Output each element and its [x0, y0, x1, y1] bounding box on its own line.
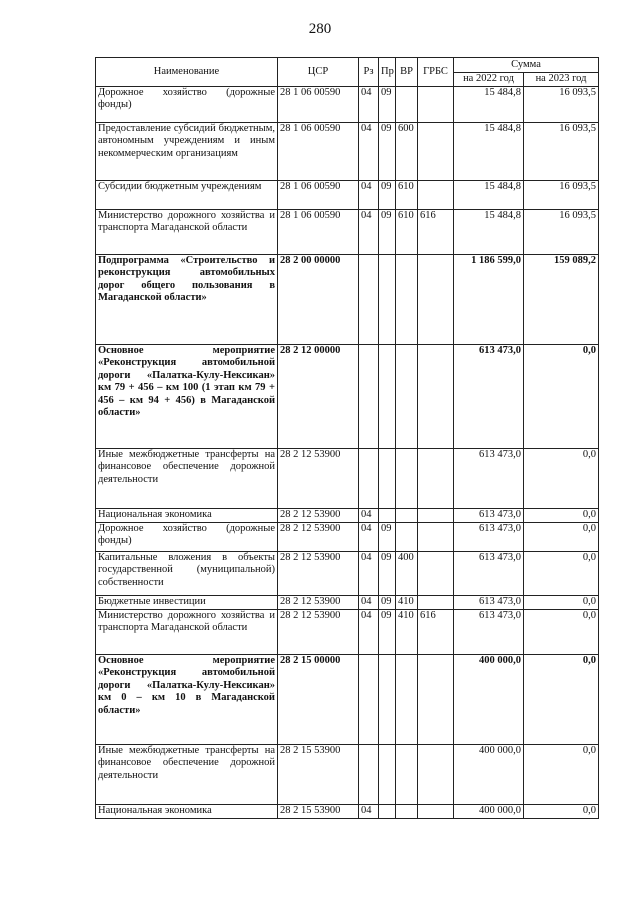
table-body — [96, 87, 599, 819]
row-sum-2023: 0,0 — [524, 449, 599, 509]
table-row — [96, 745, 599, 805]
row-csr: 28 1 06 00590 — [278, 181, 359, 210]
row-sum-2023: 0,0 — [524, 509, 599, 523]
row-sum-2022: 15 484,8 — [454, 87, 524, 123]
row-sum-2023: 0,0 — [524, 745, 599, 805]
row-grbs — [418, 596, 454, 610]
row-name: Национальная экономика — [96, 805, 278, 819]
row-grbs — [418, 745, 454, 805]
header-pr: Пр — [379, 58, 396, 87]
row-sum-2023: 0,0 — [524, 552, 599, 596]
row-grbs — [418, 255, 454, 345]
row-vr — [396, 449, 418, 509]
header-sum: Сумма — [454, 58, 599, 73]
row-name: Иные межбюджетные трансферты на финансовое обеспечение дорожной деятельности — [96, 745, 278, 805]
row-grbs — [418, 805, 454, 819]
row-name: Министерство дорожного хозяйства и транспорта Магаданской области — [96, 210, 278, 255]
row-grbs — [418, 655, 454, 745]
table-row — [96, 123, 599, 181]
row-pr: 09 — [379, 210, 396, 255]
row-pr — [379, 449, 396, 509]
table-row — [96, 210, 599, 255]
row-sum-2022: 15 484,8 — [454, 123, 524, 181]
row-pr — [379, 745, 396, 805]
row-name: Основное мероприятие «Реконструкция автомобильной дороги «Палатка-Кулу-Нексикан» км 0 – км 10 в Магаданской области» — [96, 655, 278, 745]
row-csr: 28 2 12 53900 — [278, 610, 359, 655]
row-grbs — [418, 523, 454, 552]
row-name: Бюджетные инвестиции — [96, 596, 278, 610]
row-pr: 09 — [379, 523, 396, 552]
row-rz: 04 — [359, 805, 379, 819]
row-pr — [379, 509, 396, 523]
table-row — [96, 596, 599, 610]
table-row — [96, 805, 599, 819]
row-vr — [396, 805, 418, 819]
row-sum-2022: 613 473,0 — [454, 523, 524, 552]
row-csr: 28 2 12 00000 — [278, 345, 359, 449]
table-row — [96, 523, 599, 552]
row-grbs — [418, 509, 454, 523]
row-sum-2022: 613 473,0 — [454, 345, 524, 449]
row-sum-2022: 613 473,0 — [454, 552, 524, 596]
row-rz — [359, 655, 379, 745]
row-pr: 09 — [379, 123, 396, 181]
row-vr: 410 — [396, 610, 418, 655]
row-rz: 04 — [359, 523, 379, 552]
row-vr: 600 — [396, 123, 418, 181]
row-sum-2023: 0,0 — [524, 345, 599, 449]
header-name: Наименование — [96, 58, 278, 87]
row-sum-2023: 16 093,5 — [524, 87, 599, 123]
row-grbs — [418, 181, 454, 210]
row-sum-2023: 0,0 — [524, 610, 599, 655]
row-sum-2023: 16 093,5 — [524, 181, 599, 210]
row-vr — [396, 509, 418, 523]
row-rz: 04 — [359, 610, 379, 655]
row-name: Дорожное хозяйство (дорожные фонды) — [96, 87, 278, 123]
row-name: Национальная экономика — [96, 509, 278, 523]
page-number: 280 — [308, 21, 332, 37]
row-sum-2023: 16 093,5 — [524, 210, 599, 255]
row-rz — [359, 345, 379, 449]
row-csr: 28 2 12 53900 — [278, 509, 359, 523]
row-grbs — [418, 449, 454, 509]
row-csr: 28 2 12 53900 — [278, 449, 359, 509]
row-csr: 28 2 15 00000 — [278, 655, 359, 745]
row-sum-2022: 613 473,0 — [454, 610, 524, 655]
row-pr — [379, 255, 396, 345]
table-row — [96, 87, 599, 123]
row-rz: 04 — [359, 87, 379, 123]
row-pr — [379, 655, 396, 745]
row-csr: 28 2 15 53900 — [278, 805, 359, 819]
row-csr: 28 1 06 00590 — [278, 210, 359, 255]
row-rz — [359, 255, 379, 345]
row-name: Капитальные вложения в объекты государственной (муниципальной) собственности — [96, 552, 278, 596]
table-row — [96, 509, 599, 523]
row-sum-2022: 15 484,8 — [454, 210, 524, 255]
table-row — [96, 655, 599, 745]
row-csr: 28 2 00 00000 — [278, 255, 359, 345]
row-name: Предоставление субсидий бюджетным, автономным учреждениям и иным некоммерческим организациям — [96, 123, 278, 181]
row-rz: 04 — [359, 181, 379, 210]
row-vr — [396, 655, 418, 745]
row-csr: 28 2 15 53900 — [278, 745, 359, 805]
header-rz: Рз — [359, 58, 379, 87]
header-year-2022: на 2022 год — [454, 73, 524, 87]
row-name: Субсидии бюджетным учреждениям — [96, 181, 278, 210]
row-pr — [379, 805, 396, 819]
row-grbs — [418, 552, 454, 596]
row-pr: 09 — [379, 87, 396, 123]
row-vr — [396, 345, 418, 449]
row-rz — [359, 449, 379, 509]
row-csr: 28 2 12 53900 — [278, 552, 359, 596]
table-row — [96, 552, 599, 596]
row-pr: 09 — [379, 610, 396, 655]
header-csr: ЦСР — [278, 58, 359, 87]
row-csr: 28 1 06 00590 — [278, 123, 359, 181]
table-row — [96, 181, 599, 210]
row-grbs: 616 — [418, 210, 454, 255]
row-sum-2023: 16 093,5 — [524, 123, 599, 181]
table-row — [96, 449, 599, 509]
row-name: Иные межбюджетные трансферты на финансовое обеспечение дорожной деятельности — [96, 449, 278, 509]
table-row — [96, 255, 599, 345]
row-csr: 28 2 12 53900 — [278, 596, 359, 610]
row-grbs: 616 — [418, 610, 454, 655]
row-rz: 04 — [359, 123, 379, 181]
row-sum-2023: 0,0 — [524, 596, 599, 610]
row-sum-2022: 400 000,0 — [454, 655, 524, 745]
row-sum-2022: 400 000,0 — [454, 745, 524, 805]
row-rz — [359, 745, 379, 805]
row-vr — [396, 255, 418, 345]
row-name: Дорожное хозяйство (дорожные фонды) — [96, 523, 278, 552]
header-grbs: ГРБС — [418, 58, 454, 87]
row-sum-2023: 0,0 — [524, 523, 599, 552]
row-pr: 09 — [379, 181, 396, 210]
row-name: Министерство дорожного хозяйства и транспорта Магаданской области — [96, 610, 278, 655]
row-sum-2022: 1 186 599,0 — [454, 255, 524, 345]
row-vr — [396, 745, 418, 805]
row-sum-2023: 0,0 — [524, 655, 599, 745]
row-sum-2022: 15 484,8 — [454, 181, 524, 210]
row-vr: 400 — [396, 552, 418, 596]
row-pr — [379, 345, 396, 449]
row-grbs — [418, 345, 454, 449]
header-vr: ВР — [396, 58, 418, 87]
row-name: Основное мероприятие «Реконструкция автомобильной дороги «Палатка-Кулу-Нексикан» км 79 + 456 – км 100 (1 этап км 79 + 456 – км 94 + 456) в Магаданской области» — [96, 345, 278, 449]
table-row — [96, 345, 599, 449]
header-year-2023: на 2023 год — [524, 73, 599, 87]
row-csr: 28 1 06 00590 — [278, 87, 359, 123]
row-grbs — [418, 123, 454, 181]
row-pr: 09 — [379, 596, 396, 610]
row-sum-2022: 613 473,0 — [454, 449, 524, 509]
row-sum-2023: 159 089,2 — [524, 255, 599, 345]
row-vr: 610 — [396, 181, 418, 210]
row-sum-2023: 0,0 — [524, 805, 599, 819]
table-row — [96, 610, 599, 655]
row-vr — [396, 87, 418, 123]
row-vr: 410 — [396, 596, 418, 610]
row-pr: 09 — [379, 552, 396, 596]
row-sum-2022: 613 473,0 — [454, 509, 524, 523]
row-csr: 28 2 12 53900 — [278, 523, 359, 552]
row-sum-2022: 400 000,0 — [454, 805, 524, 819]
budget-table — [95, 57, 599, 819]
row-name: Подпрограмма «Строительство и реконструкция автомобильных дорог общего пользования в Магаданской области» — [96, 255, 278, 345]
row-vr — [396, 523, 418, 552]
row-grbs — [418, 87, 454, 123]
row-rz: 04 — [359, 210, 379, 255]
header-row — [96, 58, 599, 73]
row-vr: 610 — [396, 210, 418, 255]
row-rz: 04 — [359, 552, 379, 596]
row-sum-2022: 613 473,0 — [454, 596, 524, 610]
row-rz: 04 — [359, 509, 379, 523]
row-rz: 04 — [359, 596, 379, 610]
